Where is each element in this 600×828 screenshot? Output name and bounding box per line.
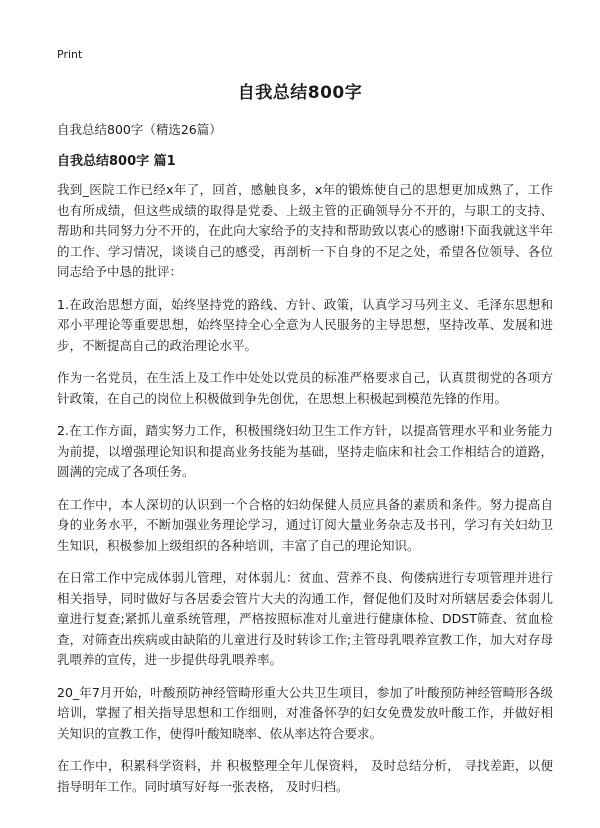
document-subtitle: 自我总结800字（精选26篇） <box>57 122 222 137</box>
paragraph-1: 我到_医院工作已经x年了，回首，感触良多，x年的锻炼使自己的思想更加成熟了，工作也有所成绩，但这些成绩的取得是党委、上级主管的正确领导分不开的，与职工的支持、帮助和共同努力分不开的，在此向大家给予的支持和帮助致以衷心的感谢!下面我就这半年的工作、学习情况，谈谈自己的感受，再剖析一下自身的不足之处，希望各位领导、各位同志给予中恳的批评： <box>57 182 553 279</box>
paragraph-8: 在工作中，积累科学资料，并 积极整理全年儿保资料， 及时总结分析， 寻找差距，以便指导明年工作。同时填写好每一张表格， 及时归档。 <box>57 758 553 794</box>
paragraph-5: 在工作中，本人深切的认识到一个合格的妇幼保健人员应具备的素质和条件。努力提高自身的业务水平，不断加强业务理论学习，通过订阅大量业务杂志及书刊，学习有关妇幼卫生知识，积极参加上级组织的各种培训，丰富了自己的理论知识。 <box>57 496 553 553</box>
document-body <box>57 180 553 809</box>
paragraph-6: 在日常工作中完成体弱儿管理，对体弱儿：贫血、营养不良、佝偻病进行专项管理并进行相关指导，同时做好与各居委会管片大夫的沟通工作，督促他们及时对所辖居委会体弱儿童进行复查;紧抓儿童系统管理，严格按照标准对儿童进行健康体检、DDST筛查、贫血检查，对筛查出疾病或由缺陷的儿童进行及时转诊工作;主管母乳喂养宣教工作，加大对存母乳喂养的宣传，进一步提供母乳喂养率。 <box>57 570 553 667</box>
paragraph-2: 1.在政治思想方面，始终坚持党的路线、方针、政策，认真学习马列主义、毛泽东思想和邓小平理论等重要思想，始终坚持全心全意为人民服务的主导思想，坚持改革、发展和进步，不断提高自己的政治理论水平。 <box>57 296 553 353</box>
print-link[interactable]: Print <box>57 48 83 61</box>
section-heading: 自我总结800字 篇1 <box>57 154 176 169</box>
document-title: 自我总结800字 <box>237 83 363 103</box>
paragraph-7: 20_年7月开始，叶酸预防神经管畸形重大公共卫生项目，参加了叶酸预防神经管畸形各级培训，掌握了相关指导思想和工作细则，对准备怀孕的妇女免费发放叶酸工作，并做好相关知识的宣教工作，使得叶酸知晓率、依从率达符合要求。 <box>57 684 553 741</box>
paragraph-4: 2.在工作方面，踏实努力工作，积极围绕妇幼卫生工作方针，以提高管理水平和业务能力为前提，以增强理论知识和提高业务技能为基础，坚持走临床和社会工作相结合的道路，圆满的完成了各项任务。 <box>57 423 553 479</box>
paragraph-3: 作为一名党员，在生活上及工作中处处以党员的标准严格要求自己，认真贯彻党的各项方针政策，在自己的岗位上积极做到争先创优，在思想上积极起到模范先锋的作用。 <box>57 370 553 406</box>
